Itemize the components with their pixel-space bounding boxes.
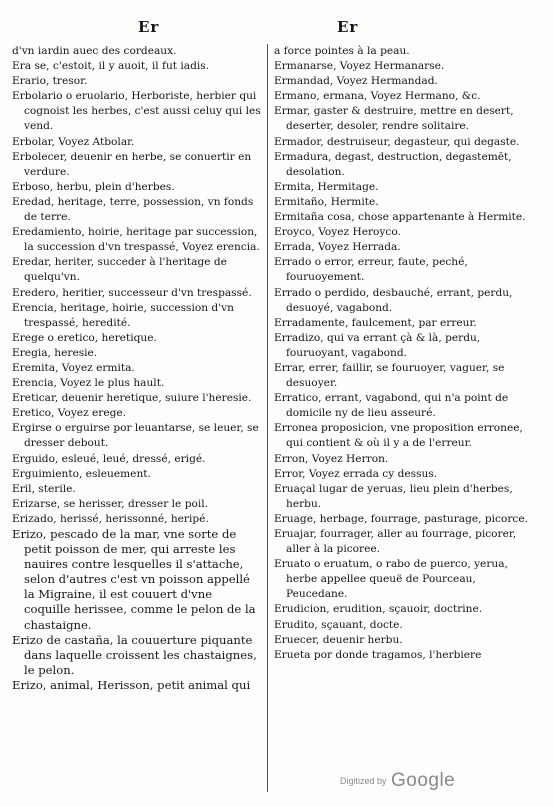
dictionary-entry: Erizado, herissé, herissonné, heripé.	[12, 512, 209, 525]
dictionary-entry: Eregia, heresie.	[12, 346, 98, 359]
running-head-right: Er	[337, 18, 359, 36]
dictionary-entry: Ermadura, degast, destruction, degastemēt, desolation.	[274, 150, 512, 178]
dictionary-entry: Erratico, errant, vagabond, qui n'a point de domicile ny de lieu asseuré.	[274, 392, 509, 420]
left-column	[12, 44, 262, 693]
dictionary-entry: Eruecer, deuenir herbu.	[274, 633, 403, 646]
dictionary-entry: Eredad, heritage, terre, possession, vn fonds de terre.	[12, 195, 254, 224]
dictionary-entry: Eredero, heritier, successeur d'vn trespassé.	[12, 286, 252, 299]
right-column	[274, 44, 532, 663]
dictionary-entry: Errado o error, erreur, faute, peché, fouruoyement.	[274, 256, 468, 284]
dictionary-entry: Ermitaño, Hermite.	[274, 195, 379, 208]
dictionary-entry: Erencia, heritage, hoirie, succession d'vn trespassé, heredité.	[12, 301, 234, 329]
digitized-watermark	[340, 770, 455, 792]
dictionary-entry: Erudicion, erudition, sçauoir, doctrine.	[274, 603, 483, 616]
dictionary-entry: Erron, Voyez Herron.	[274, 452, 389, 465]
dictionary-entry: Erizarse, se herisser, dresser le poil.	[12, 497, 208, 510]
google-logo: Google	[390, 770, 456, 791]
dictionary-entry: Erradizo, qui va errant çà & là, perdu, fouruoyant, vagabond.	[274, 331, 481, 359]
dictionary-entry: Eruaçal lugar de yeruas, lieu plein d'herbes, herbu.	[274, 482, 513, 510]
dictionary-entry: Eruajar, fourrager, aller au fourrage, picorer, aller à la picoree.	[274, 528, 517, 556]
dictionary-entry: Eruage, herbage, fourrage, pasturage, picorce.	[274, 512, 529, 525]
dictionary-entry: Erradamente, faulcement, par erreur.	[274, 316, 477, 329]
dictionary-entry: Erronea proposicion, vne proposition erronee, qui contient & où il y a de l'erreur.	[274, 422, 523, 450]
dictionary-entry: Ermar, gaster & destruire, mettre en desert, deserter, desoler, rendre solitaire.	[274, 105, 514, 133]
dictionary-entry: Erbolario o eruolario, Herboriste, herbier qui cognoist les herbes, c'est aussi celuy qui les vend.	[12, 90, 261, 133]
dictionary-entry: Eretico, Voyez erege.	[12, 407, 127, 420]
column-divider	[267, 44, 268, 792]
dictionary-entry: Ermano, ermana, Voyez Hermano, &c.	[274, 90, 481, 103]
dictionary-entry: Erbolar, Voyez Atbolar.	[12, 135, 135, 148]
dictionary-entry: Errada, Voyez Herrada.	[274, 241, 401, 254]
dictionary-entry: Ergirse o erguirse por leuantarse, se leuer, se dresser debout.	[12, 422, 259, 450]
dictionary-entry: a force pointes à la peau.	[274, 45, 410, 57]
dictionary-entry: Ermador, destruiseur, degasteur, qui degaste.	[274, 135, 520, 148]
dictionary-entry: Erizo, pescado de la mar, vne sorte de petit poisson de mer, qui arreste les nauires contre lesquelles il s'attache, selon d'autres c'est vn poisson appellé la Migraine, il est couuert d'vne coquille herissee, comme le pelon de la chastaigne.	[12, 527, 256, 632]
dictionary-entry: Errado o perdido, desbauché, errant, perdu, desuoyé, vagabond.	[274, 286, 513, 314]
dictionary-entry: Eril, sterile.	[12, 482, 76, 495]
dictionary-entry: Erizo, animal, Herisson, petit animal qui	[12, 677, 251, 692]
dictionary-entry: Erizo de castaña, la couuerture piquante dans laquelle croissent les chastaignes, le pelon.	[12, 632, 257, 677]
dictionary-entry: Erbolecer, deuenir en herbe, se conuertir en verdure.	[12, 150, 252, 178]
dictionary-entry: Ermanarse, Voyez Hermanarse.	[274, 60, 445, 73]
dictionary-entry: Ermandad, Voyez Hermandad.	[274, 75, 438, 88]
dictionary-entry: Erguido, esleué, leué, dressé, erigé.	[12, 452, 206, 465]
dictionary-entry: Erueta por donde tragamos, l'herbiere	[274, 648, 482, 661]
dictionary-entry: Erguimiento, esleuement.	[12, 467, 151, 480]
dictionary-entry: Eredar, heriter, succeder à l'heritage de quelqu'vn.	[12, 256, 227, 284]
dictionary-entry: Error, Voyez errada cy dessus.	[274, 467, 438, 480]
dictionary-entry: d'vn iardin auec des cordeaux.	[12, 45, 177, 57]
dictionary-entry: Errar, errer, faillir, se fouruoyer, vaguer, se desuoyer.	[274, 361, 505, 390]
dictionary-entry: Eroyco, Voyez Heroyco.	[274, 226, 401, 239]
dictionary-entry: Erboso, herbu, plein d'herbes.	[12, 180, 175, 193]
dictionary-entry: Eremita, Voyez ermita.	[12, 361, 135, 374]
dictionary-entry: Ermita, Hermitage.	[274, 180, 379, 193]
watermark-prefix: Digitized by	[340, 776, 387, 786]
dictionary-entry: Erege o eretico, heretique.	[12, 331, 157, 344]
dictionary-entry: Erario, tresor.	[12, 75, 88, 88]
dictionary-entry: Era se, c'estoit, il y auoit, il fut iadis.	[12, 60, 210, 73]
dictionary-entry: Ermitaña cosa, chose appartenante à Hermite.	[274, 211, 526, 224]
dictionary-entry: Ereticar, deuenir heretique, suiure l'heresie.	[12, 392, 252, 405]
dictionary-entry: Eredamiento, hoirie, heritage par succession, la succession d'vn trespassé, Voyez erencia.	[12, 226, 260, 254]
running-head-left: Er	[138, 18, 160, 36]
dictionary-entry: Erudito, sçauant, docte.	[274, 618, 403, 631]
dictionary-entry: Erencia, Voyez le plus hault.	[12, 377, 165, 390]
dictionary-entry: Eruato o eruatum, o rabo de puerco, yerua, herbe appellee queuë de Pourceau, Peucedane.	[274, 558, 508, 601]
